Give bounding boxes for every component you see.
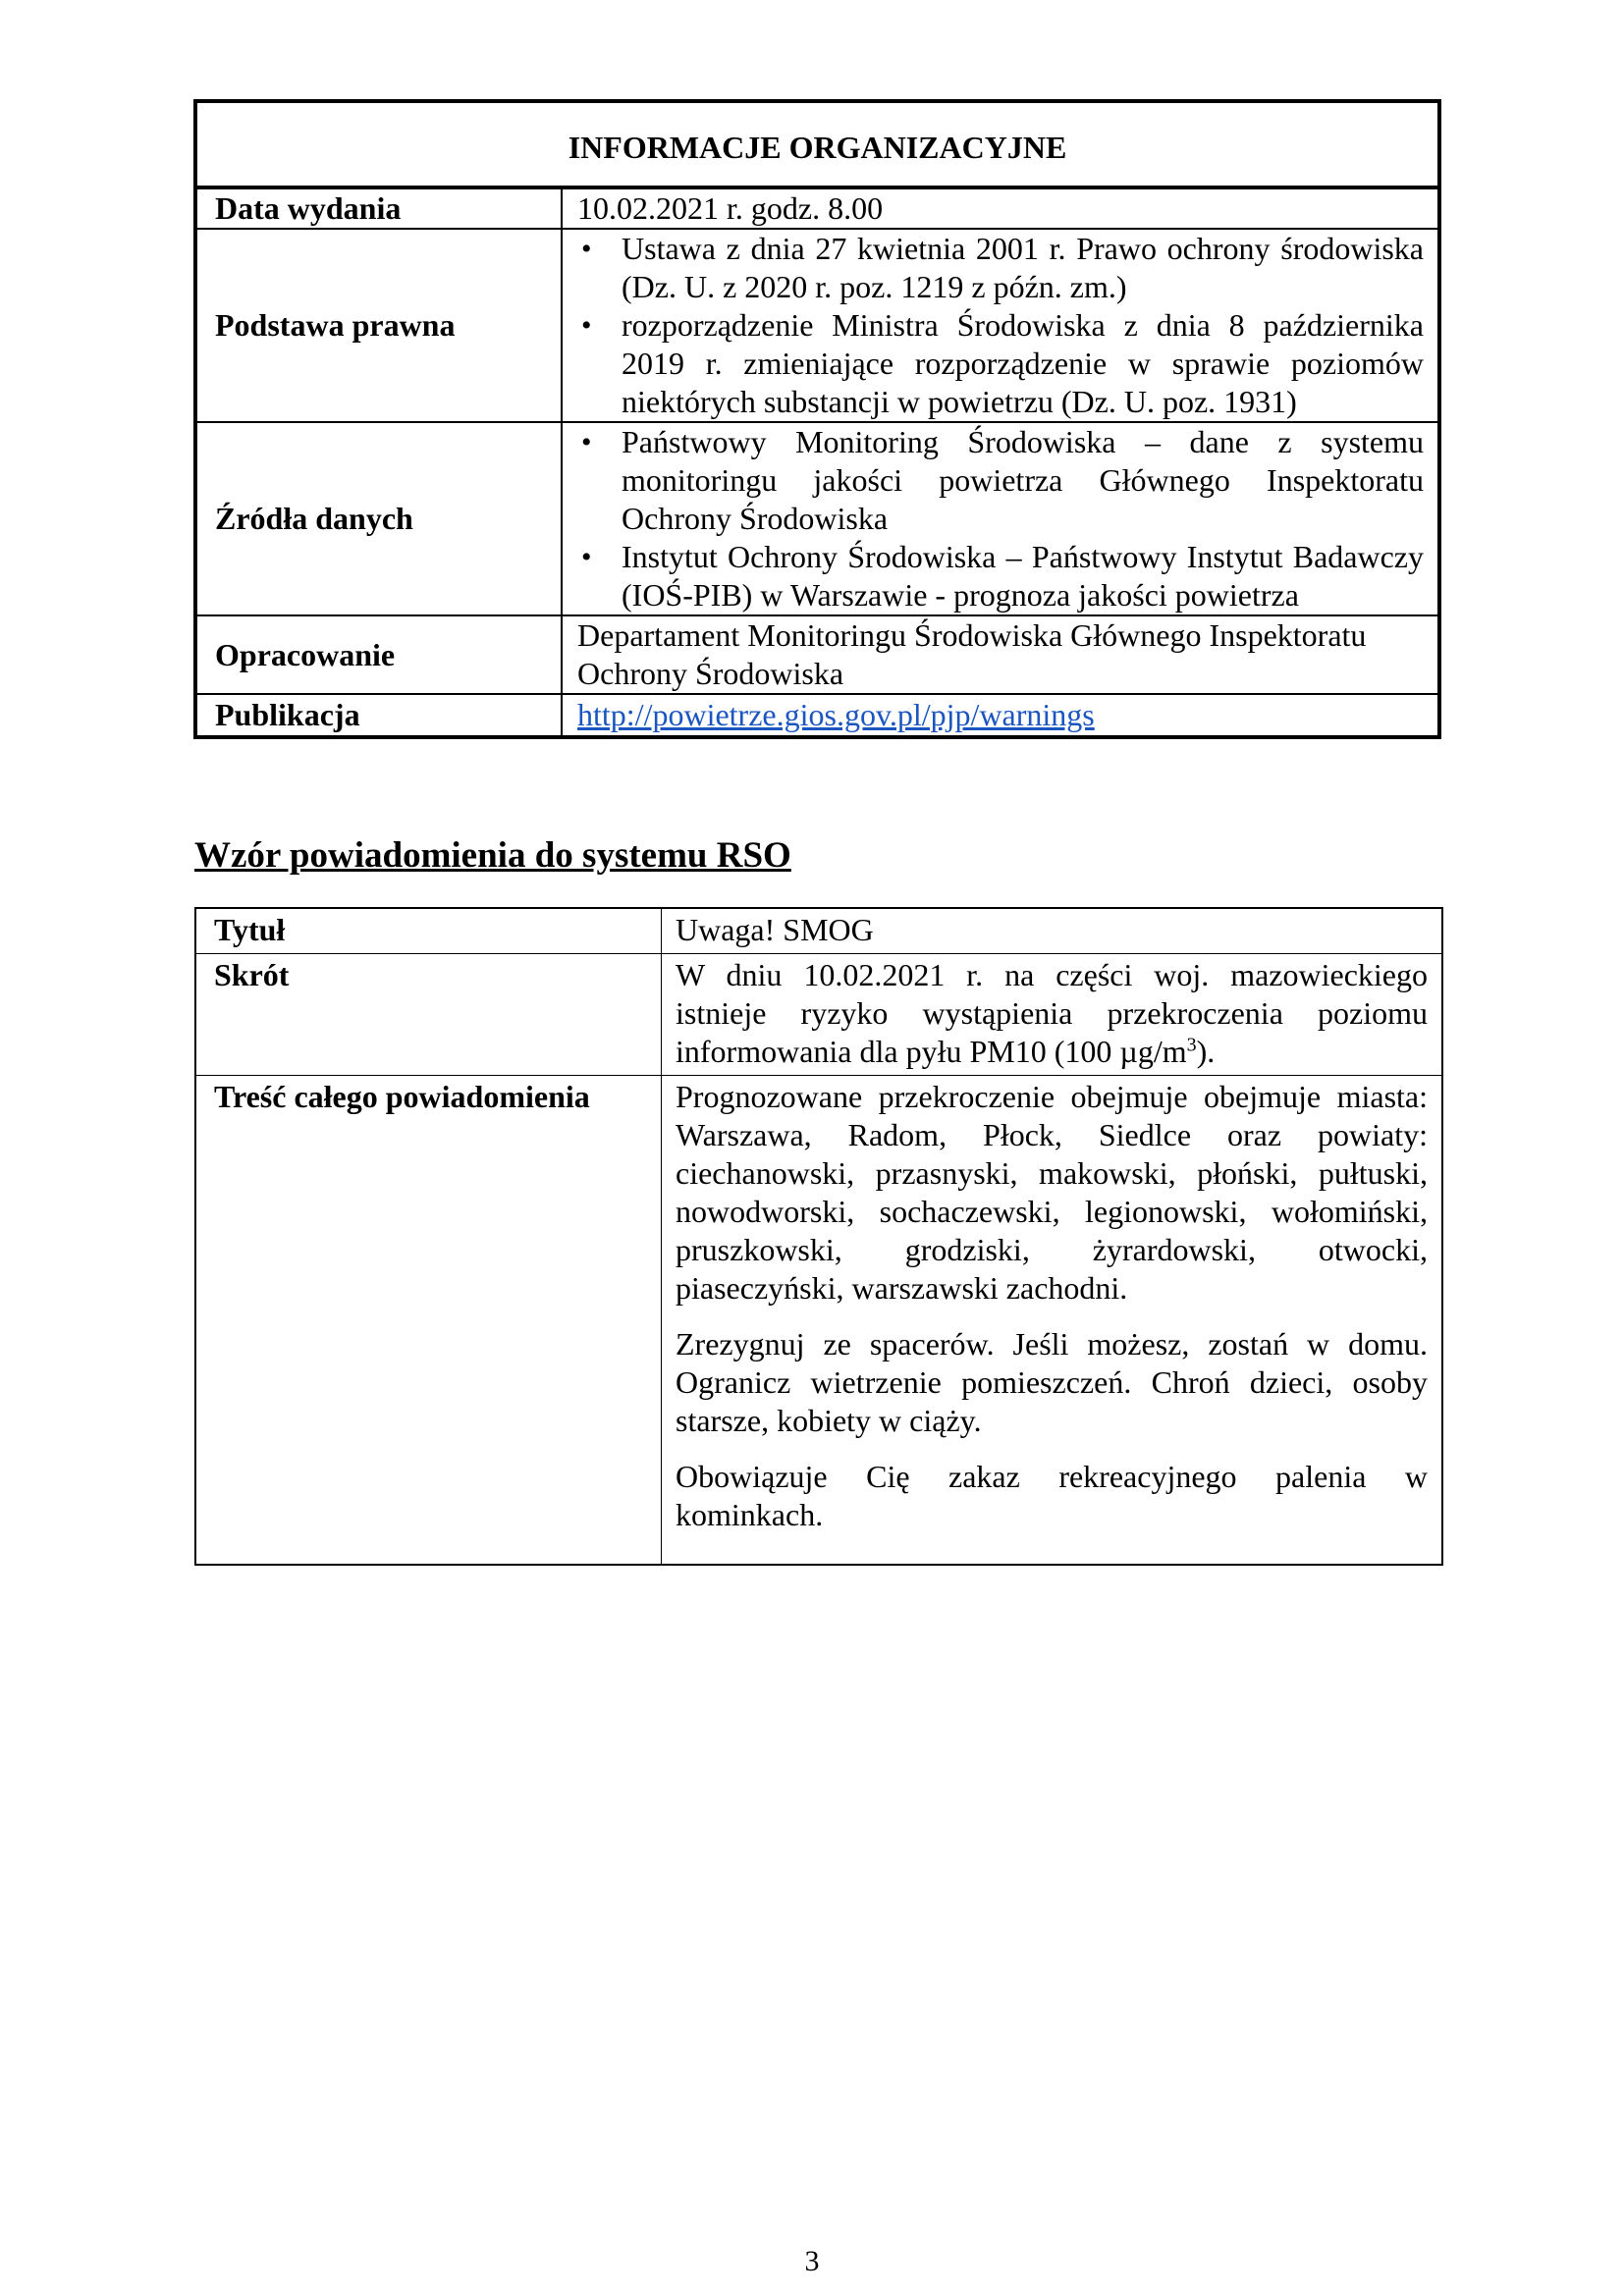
bullet-icon: • <box>581 426 592 458</box>
row-tresc <box>195 1076 1442 1566</box>
list-item-text: Ustawa z dnia 27 kwietnia 2001 r. Prawo ochrony środowiska (Dz. U. z 2020 r. poz. 1219 z późn. zm.) <box>622 231 1424 304</box>
value-tytul: Uwaga! SMOG <box>662 908 1443 954</box>
info-header-row <box>195 101 1439 187</box>
skrot-text-end: ). <box>1196 1034 1216 1069</box>
list-item-text: rozporządzenie Ministra Środowiska z dnia 8 października 2019 r. zmieniające rozporządzenie w sprawie poziomów niektórych substancji w powietrzu (Dz. U. poz. 1931) <box>622 307 1424 419</box>
value-opracowanie: Departament Monitoringu Środowiska Głównego Inspektoratu Ochrony Środowiska <box>562 615 1439 694</box>
publikacja-link[interactable]: http://powietrze.gios.gov.pl/pjp/warnings <box>577 697 1095 732</box>
label-podstawa-prawna: Podstawa prawna <box>195 229 562 422</box>
list-item <box>577 538 1424 614</box>
label-zrodla-danych: Źródła danych <box>195 422 562 615</box>
tresc-paragraph-3: Obowiązuje Cię zakaz rekreacyjnego palenia w kominkach. <box>676 1459 1428 1532</box>
row-opracowanie <box>195 615 1439 694</box>
value-data-wydania: 10.02.2021 r. godz. 8.00 <box>562 187 1439 229</box>
bullet-icon: • <box>581 233 592 265</box>
value-skrot <box>662 954 1443 1076</box>
info-table-header: INFORMACJE ORGANIZACYJNE <box>195 101 1439 187</box>
row-zrodla-danych <box>195 422 1439 615</box>
tresc-paragraph-1: Prognozowane przekroczenie obejmuje obejmuje miasta: Warszawa, Radom, Płock, Siedlce oraz powiaty: ciechanowski, przasnyski, makowski, płoński, pułtuski, nowodworski, sochaczewski, legionowski, wołomiński, pruszkowski, grodziski, żyrardowski, otwocki, piaseczyński, warszawski zachodni. <box>676 1079 1428 1306</box>
label-skrot: Skrót <box>195 954 662 1076</box>
list-item-text: Instytut Ochrony Środowiska – Państwowy Instytut Badawczy (IOŚ-PIB) w Warszawie - prognoza jakości powietrza <box>622 539 1424 613</box>
podstawa-list <box>577 230 1424 421</box>
row-podstawa-prawna <box>195 229 1439 422</box>
value-tresc <box>662 1076 1443 1566</box>
value-zrodla-danych <box>562 422 1439 615</box>
tresc-paragraph-2: Zrezygnuj ze spacerów. Jeśli możesz, zostań w domu. Ogranicz wietrzenie pomieszczeń. Chroń dzieci, osoby starsze, kobiety w ciąży. <box>676 1326 1428 1438</box>
value-publikacja <box>562 694 1439 737</box>
label-publikacja: Publikacja <box>195 694 562 737</box>
list-item <box>577 306 1424 421</box>
list-item <box>577 423 1424 538</box>
bullet-icon: • <box>581 309 592 342</box>
page-number: 3 <box>804 2245 820 2277</box>
list-item-text: Państwowy Monitoring Środowiska – dane z systemu monitoringu jakości powietrza Głównego Inspektoratu Ochrony Środowiska <box>622 424 1424 536</box>
skrot-superscript: 3 <box>1186 1034 1197 1056</box>
rso-heading: Wzór powiadomienia do systemu RSO <box>194 835 791 876</box>
zrodla-list <box>577 423 1424 614</box>
value-podstawa-prawna <box>562 229 1439 422</box>
rso-table <box>194 907 1443 1566</box>
bullet-icon: • <box>581 541 592 573</box>
row-tytul <box>195 908 1442 954</box>
list-item <box>577 230 1424 306</box>
label-tresc: Treść całego powiadomienia <box>195 1076 662 1566</box>
info-table <box>193 99 1441 739</box>
row-skrot <box>195 954 1442 1076</box>
label-opracowanie: Opracowanie <box>195 615 562 694</box>
row-publikacja <box>195 694 1439 737</box>
skrot-text: W dniu 10.02.2021 r. na części woj. mazowieckiego istnieje ryzyko wystąpienia przekroczenia poziomu informowania dla pyłu PM10 (100 µg/m <box>676 957 1428 1069</box>
label-data-wydania: Data wydania <box>195 187 562 229</box>
row-data-wydania <box>195 187 1439 229</box>
label-tytul: Tytuł <box>195 908 662 954</box>
